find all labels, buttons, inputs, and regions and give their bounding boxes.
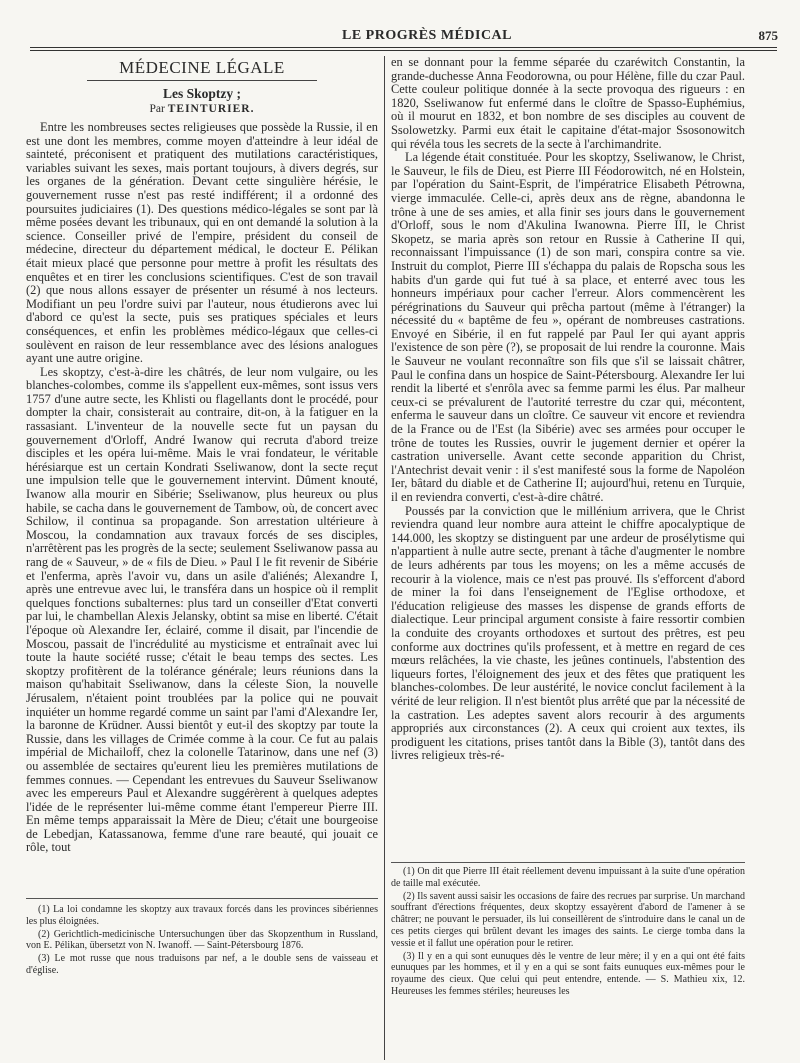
footnotes-left [26,904,378,1034]
article-byline [26,102,378,117]
paragraph: Entre les nombreuses sectes religieuses que possède la Russie, il en est une dont les membres, comme moyen d'atteindre à leur idéal de sainteté, préconisent et pratiquent des mutilations caractéristiques, variables suivant les sexes, mais portant toujours, à divers degrés, sur les organes de la génération. Devant cette singulière hérésie, le gouvernement russe n'est pas resté indifférent; il a ordonné des poursuites judiciaires (1). Des questions médico-légales se sont par là même posées devant les tribunaux, qui en ont demandé la solution à la science. Conseiller privé de l'empire, président du conseil de médecine, directeur du département médical, le docteur E. Pélikan était mieux placé que personne pour mettre à profit les résultats des enquêtes et en tirer les conclusions scientifiques. C'est de son travail (2) que nous allons essayer de présenter un résumé à nos lecteurs. Modifiant un peu l'ordre suivi par l'auteur, nous étudierons avec lui d'abord ce qu'est la secte, puis ses pratiques spéciales et leurs conséquences, et enfin les problèmes médico-légaux que celles-ci soulèvent en raison de leur ressemblance avec des lésions analogues ayant une autre origine. [26,120,378,366]
section-title: MÉDECINE LÉGALE [119,58,285,77]
article-title: Les Skoptzy ; [162,86,241,101]
footnote: (2) Ils savent aussi saisir les occasions de faire des recrues par surprise. Un marchand souffrant d'érections fréquentes, deux skoptzy essayèrent d'abord de l'amener à se châtrer; ne pouvant le persuader, ils lui conseillèrent de s'introduire dans le canal un de ces petits cierges qui brûlent devant les images des saints. Le cierge tomba dans la vessie et il fallut une opération pour le retirer. [391,890,745,949]
header-rule-double [30,50,777,51]
right-column [391,56,745,858]
left-column [26,56,378,891]
running-head [112,28,778,48]
footnote: (1) La loi condamne les skoptzy aux travaux forcés dans les provinces sibériennes les plus éloignées. [26,904,378,927]
footnote: (3) Il y en a qui sont eunuques dès le ventre de leur mère; il y en a qui ont été faits eunuques par les hommes, et il y en a qui se sont faits eunuques eux-mêmes pour le royaume des cieux. Que celui qui peut entendre, entende. — S. Mathieu xix, 12. Heureuses les femmes stériles; heureuses les [391,950,745,997]
footnote: (3) Le mot russe que nous traduisons par nef, a le double sens de vaisseau et d'église. [26,953,378,976]
footnotes-right [391,866,745,1056]
paragraph: La légende était constituée. Pour les skoptzy, Sseliwanow, le Christ, le Sauveur, le fils de Dieu, est Pierre III Féodorowitch, né en Holstein, par l'opération du Saint-Esprit, de l'impératrice Elisabeth Pétrowna, vierge immaculée. Celle-ci, après deux ans de règne, abandonna le trône à une de ses amies, et alla finir ses jours dans le gouvernement d'Orloff, sous le nom d'Akulina Iwanowna. Pierre III, le Christ Skopetz, se maria après son retour en Russie à Catherine II qui, reconnaissant l'impuissance (1) de son mari, conspira contre sa vie. Instruit du complot, Pierre III s'échappa du palais de Ropscha sous les habits d'un garde qui fut tué à sa place, et enterré avec tous les honneurs impériaux pour cacher l'erreur. Alors commencèrent les pérégrinations du Sauveur qui prêcha partout (même à l'étranger) la nécessité du « baptême de feu », opérant de nombreuses castrations. Envoyé en Sibérie, il en fut rappelé par Paul Ier qui ayant appris l'existence de son père (?), se proposait de lui rendre la couronne. Mais le Sauveur ne voulant reconnaître son fils que s'il se laissait châtrer, Paul le confina dans un hospice de Saint-Pétersbourg. Alexandre Ier lui rendit la liberté et s'enrôla avec sa femme parmi les élus. Par malheur ceux-ci se prévalurent de l'autorité terrestre du czar qui, mécontent, enferma le sauveur dans un cloître. Ce sauveur vit encore et reviendra de la France ou de l'Est (la Sibérie) avec ses armées pour occuper le trône de toutes les Russies, ouvrir le jugement dernier et opérer la castration universelle. Avant cette seconde apparition du Christ, l'Antechrist devait venir : il s'est manifesté sous la forme de Napoléon Ier, bâtard du diable et de Catherine II; aujourd'hui, retenu en Turquie, il en reviendra converti, c'est-à-dire châtré. [391,150,745,504]
footnote: (2) Gerichtlich-medicinische Untersuchungen über das Skopzenthum in Russland, von E. Pélikan, übersetzt von N. Iwanoff. — Saint-Pétersbourg 1876. [26,928,378,952]
section-title-rule [87,80,317,81]
footnote-rule [391,862,745,863]
paragraph: en se donnant pour la femme séparée du czaréwitch Constantin, la grande-duchesse Anna Feodorowna, ou pour Hélène, fille du czar Paul. Cette couleur politique donnée à la secte provoqua des rigueurs : en 1820, Sseliwanow fut enfermé dans le cloître de Spasso-Euphémius, où il mourut en 1832, et bon nombre de ses disciples au couvent de Ssolowetzky. Parmi eux était le capitaine d'état-major Ssosonowitch qui révéla tous les secrets de la secte à l'archimandrite. [391,56,745,151]
paragraph: Poussés par la conviction que le millénium arrivera, que le Christ reviendra quand leur nombre aura atteint le chiffre apocalyptique de 144.000, les skoptzy se distinguent par une ardeur de prosélytisme qui n'appartient à nulle autre secte, prenant à tâche d'augmenter le nombre de leurs adhérents par tous les moyens; on les a même accusés de recourir à la violence, mais ce n'est pas prouvé. Ils s'efforcent d'abord de miner la foi dans l'enseignement de l'Eglise orthodoxe, et l'éducation religieuse des masses les dispense de grands efforts de dialectique. Leur principal argument consiste à faire ressortir combien la conduite des croyants orthodoxes et surtout des prêtres, est peu conforme aux doctrines qu'ils professent, et à mettre en regard de ces mœurs relâchées, la vie chaste, les jeûnes continuels, l'abstention des liqueurs fortes, l'éloignement des jeux et des fêtes que pratiquent les blanches-colombes. De leur austérité, le novice conclut facilement à la vérité de leur religion. Il n'est bientôt plus arrêté que par la nécessité de la castration. Les adeptes savent alors recourir à des arguments appropriés aux circonstances (2). A ceux qui croient aux textes, ils prodiguent les citations, prises tantôt dans la Bible (3), tantôt dans des livres religieux très-ré- [391,503,745,763]
author-name: TEINTURIER. [167,103,255,115]
column-divider [384,56,385,1060]
byline-prefix: Par [149,103,165,115]
footnote: (1) On dit que Pierre III était réellement devenu impuissant à la suite d'une opération de taille mal exécutée. [391,866,745,889]
footnote-rule [26,898,378,899]
page-number: 875 [758,28,778,43]
journal-title: LE PROGRÈS MÉDICAL [341,28,513,43]
header-rule [30,47,777,48]
paragraph: Les skoptzy, c'est-à-dire les châtrés, de leur nom vulgaire, ou les blanches-colombes, comme ils s'appellent eux-mêmes, sont issus vers 1757 d'une autre secte, les Khlisti ou flagellants dont le procédé, pour dompter la chair, consisterait au contraire, dit-on, à la fatiguer en la rassasiant. L'inventeur de la nouvelle secte fut un paysan du gouvernement d'Orloff, André Iwanow qui recruta d'abord treize disciples et les opéra lui-même. Mais le vrai fondateur, le véritable hérésiarque est un certain Kondrati Sseliwanow, dont la secte reçut une impulsion telle que le gouvernement intervint. Dûment knouté, Iwanow alla mourir en Sibérie; Sseliwanow, plus heureux ou plus habile, se cacha dans le gouvernement de Tambow, où, de concert avec Schilow, il continua sa propagande. Son arrestation ultérieure à Moscou, la condamnation aux travaux forcés de ses disciples, n'arrêtèrent pas les progrès de la secte; seulement Sseliwanow passa au rang de « Sauveur, » de « fils de Dieu. » Paul I le fit revenir de Sibérie et l'enferma, après l'avoir vu, dans un asile d'aliénés; Alexandre I, après une entrevue avec lui, le transféra dans un hospice où il remplit quelques fonctions subalternes: plus tard un conseiller d'Etat converti par lui, le chambellan Alexis Jelansky, obtint sa mise en liberté. C'était l'époque où Alexandre Ier, éclairé, comme il disait, par l'incendie de Moscou, passait de l'incrédulité au mysticisme et entraînait avec lui toute la haute société russe; c'était le beau temps des sectes. Les skoptzy profitèrent de la tolérance générale; leurs réunions dans la maison qu'habitait Sseliwanow, dans la céleste Sion, la nouvelle Jérusalem, n'étaient point troublées par la police qui ne pouvait inquiéter un homme regardé comme un saint par l'ami d'Alexandre Ier, la baronne de Krüdner. Aussi bientôt y eut-il des skoptzy par toute la Russie, dans les villages de Crimée comme à la cour. Ce fut au palais impérial de Michailoff, chez la colonelle Tatarinow, dans une nef (3) ou assemblée de sectaires qu'eurent lieu les premières mutilations de femmes connues. — Cependant les entrevues du Sauveur Sseliwanow avec les empereurs Paul et Alexandre suggérèrent à quelques adeptes l'idée de le représenter lui-même comme étant l'empereur Pierre III. En même temps apparaissait la Mère de Dieu; c'était une bourgeoise de Lebedjan, Katassanowa, femme d'une rare beauté, qui jouait ce rôle, tout [26,364,378,855]
